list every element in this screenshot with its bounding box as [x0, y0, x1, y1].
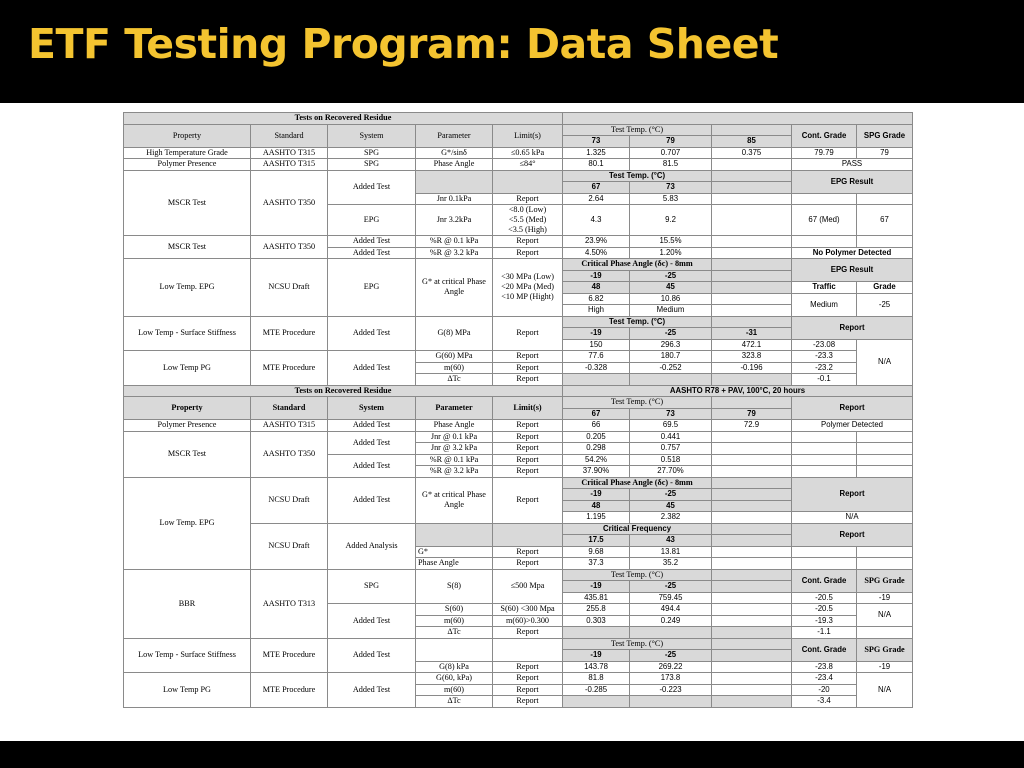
traffic-header: Traffic — [792, 282, 857, 294]
standard-cell: MTE Procedure — [251, 351, 328, 386]
standard-cell: AASHTO T315 — [251, 159, 328, 171]
temp-cell: 67 — [563, 408, 630, 420]
value-cell: 0.298 — [563, 443, 630, 455]
report-header: Report — [792, 523, 913, 546]
limit-line: <8.0 (Low) — [508, 205, 547, 214]
value-cell: 66 — [563, 420, 630, 432]
na-cell: N/A — [857, 604, 913, 627]
limit-line: <30 MPa (Low) — [501, 272, 554, 282]
temp-cell: -19 — [563, 489, 630, 501]
parameter-cell: S(8) — [416, 569, 493, 604]
value-cell: 435.81 — [563, 592, 630, 604]
header-limits: Limit(s) — [493, 124, 563, 147]
value-cell: 323.8 — [712, 351, 792, 363]
limit-cell: Report — [493, 466, 563, 478]
parameter-cell: S(60) — [416, 604, 493, 616]
value-cell: 759.45 — [630, 592, 712, 604]
limit-cell: Report — [493, 193, 563, 205]
data-sheet-table — [123, 112, 913, 708]
temp-cell: 73 — [630, 408, 712, 420]
value-cell: 143.78 — [563, 661, 630, 673]
system-cell: Added Test — [328, 170, 416, 205]
value-cell: 0.375 — [712, 147, 792, 159]
limit-line: <3.5 (High) — [508, 225, 547, 234]
standard-cell: MTE Procedure — [251, 316, 328, 351]
parameter-cell: Jnr 3.2kPa — [416, 205, 493, 236]
parameter-cell: Phase Angle — [416, 159, 493, 171]
limit-cell — [493, 205, 563, 236]
limit-cell: Report — [493, 627, 563, 639]
temp-cell: -25 — [630, 270, 712, 282]
value-cell: 27.70% — [630, 466, 712, 478]
temp-cell: 73 — [563, 136, 630, 148]
parameter-cell: G* at critical Phase Angle — [416, 259, 493, 317]
value-cell: 80.1 — [563, 159, 630, 171]
cont-grade-cell: -23.8 — [792, 661, 857, 673]
result-cell: -1.1 — [792, 627, 857, 639]
angle-cell: 45 — [630, 282, 712, 294]
standard-cell: AASHTO T315 — [251, 420, 328, 432]
report-header: Report — [792, 477, 913, 512]
value-cell: 4.3 — [563, 205, 630, 236]
parameter-cell: G* at critical Phase Angle — [416, 477, 493, 523]
limit-cell: Report — [493, 558, 563, 570]
limit-cell: Report — [493, 443, 563, 455]
header-cont-grade: Cont. Grade — [792, 124, 857, 147]
header-test-temp: Test Temp. (°C) — [563, 316, 712, 328]
value-cell: 472.1 — [712, 339, 792, 351]
system-cell: Added Test — [328, 673, 416, 708]
system-cell: EPG — [328, 205, 416, 236]
angle-cell: 48 — [563, 500, 630, 512]
level-cell: Medium — [630, 305, 712, 317]
standard-cell: AASHTO T350 — [251, 236, 328, 259]
value-cell: 81.5 — [630, 159, 712, 171]
standard-cell: MTE Procedure — [251, 673, 328, 708]
header-system: System — [328, 124, 416, 147]
value-cell: 81.8 — [563, 673, 630, 685]
result-cell: -20.5 — [792, 604, 857, 616]
header-spg-grade: SPG Grade — [857, 569, 913, 592]
cont-grade-cell: 79.79 — [792, 147, 857, 159]
header-test-temp: Test Temp. (°C) — [563, 397, 712, 409]
table-row — [124, 259, 913, 271]
temp-cell: -25 — [630, 581, 712, 593]
property-cell: Low Temp PG — [124, 673, 251, 708]
value-cell: 494.4 — [630, 604, 712, 616]
property-cell: High Temperature Grade — [124, 147, 251, 159]
parameter-cell: %R @ 0.1 kPa — [416, 236, 493, 248]
frequency-cell: 43 — [630, 535, 712, 547]
parameter-cell: m(60) — [416, 684, 493, 696]
table-row — [124, 638, 913, 650]
system-cell: Added Test — [328, 236, 416, 248]
value-cell: 4.50% — [563, 247, 630, 259]
value-cell: 0.757 — [630, 443, 712, 455]
limit-cell: Report — [493, 247, 563, 259]
limit-cell: Report — [493, 236, 563, 248]
result-cell: -23.2 — [792, 362, 857, 374]
value-cell: 1.20% — [630, 247, 712, 259]
table-row — [124, 420, 913, 432]
limit-cell: Report — [493, 431, 563, 443]
system-cell: Added Test — [328, 420, 416, 432]
system-cell: EPG — [328, 259, 416, 317]
table-row — [124, 477, 913, 489]
property-cell: MSCR Test — [124, 431, 251, 477]
parameter-cell: G(60, kPa) — [416, 673, 493, 685]
value-cell: 23.9% — [563, 236, 630, 248]
property-cell: MSCR Test — [124, 170, 251, 236]
parameter-cell: Jnr 0.1kPa — [416, 193, 493, 205]
value-cell: 0.441 — [630, 431, 712, 443]
header-property: Property — [124, 124, 251, 147]
header-parameter: Parameter — [416, 124, 493, 147]
aging-header: AASHTO R78 + PAV, 100°C, 20 hours — [563, 385, 913, 397]
result-cell: 67 (Med) — [792, 205, 857, 236]
temp-cell: -31 — [712, 328, 792, 340]
spg-grade-cell: -19 — [857, 592, 913, 604]
value-cell: 35.2 — [630, 558, 712, 570]
cont-grade-cell: -20.5 — [792, 592, 857, 604]
na-cell: N/A — [857, 339, 913, 385]
parameter-cell: m(60) — [416, 615, 493, 627]
value-cell: -0.328 — [563, 362, 630, 374]
table-row — [124, 159, 913, 171]
parameter-cell: Jnr @ 0.1 kPa — [416, 431, 493, 443]
system-cell: Added Test — [328, 431, 416, 454]
table-row — [124, 431, 913, 443]
parameter-cell: G* — [416, 546, 493, 558]
value-cell: -0.285 — [563, 684, 630, 696]
section-title: Tests on Recovered Residue — [124, 385, 563, 397]
property-cell: Low Temp. EPG — [124, 259, 251, 317]
parameter-cell: Phase Angle — [416, 420, 493, 432]
value-cell: 77.6 — [563, 351, 630, 363]
limit-cell: Report — [493, 673, 563, 685]
limit-cell: Report — [493, 454, 563, 466]
limit-cell: Report — [493, 661, 563, 673]
result-cell: -23.3 — [792, 351, 857, 363]
critical-phase-angle-header: Critical Phase Angle (δc) - 8mm — [563, 259, 712, 271]
limit-cell: Report — [493, 546, 563, 558]
value-cell: -0.252 — [630, 362, 712, 374]
temp-cell: -25 — [630, 650, 712, 662]
polymer-note: No Polymer Detected — [792, 247, 913, 259]
column-header-row — [124, 397, 913, 409]
grade-header: Grade — [857, 282, 913, 294]
limit-cell: Report — [493, 316, 563, 351]
system-cell: SPG — [328, 159, 416, 171]
parameter-cell: %R @ 3.2 kPa — [416, 247, 493, 259]
value-cell: 0.205 — [563, 431, 630, 443]
result-cell: -0.1 — [792, 374, 857, 386]
limit-line: <5.5 (Med) — [508, 215, 547, 224]
value-cell: 37.3 — [563, 558, 630, 570]
parameter-cell: ΔTc — [416, 627, 493, 639]
parameter-cell: Jnr @ 3.2 kPa — [416, 443, 493, 455]
result-cell: -23.08 — [792, 339, 857, 351]
header-cont-grade: Cont. Grade — [792, 638, 857, 661]
result-cell: -20 — [792, 684, 857, 696]
limit-cell: ≤0.65 kPa — [493, 147, 563, 159]
temp-cell: -25 — [630, 489, 712, 501]
temp-cell: -19 — [563, 328, 630, 340]
limit-cell: S(60) <300 Mpa — [493, 604, 563, 616]
header-test-temp: Test Temp. (°C) — [563, 124, 712, 136]
table-row — [124, 236, 913, 248]
value-cell: 37.90% — [563, 466, 630, 478]
value-cell: 69.5 — [630, 420, 712, 432]
header-test-temp: Test Temp. (°C) — [563, 170, 712, 182]
limit-cell: Report — [493, 477, 563, 523]
limit-cell: Report — [493, 696, 563, 708]
standard-cell: NCSU Draft — [251, 259, 328, 317]
epg-result-header: EPG Result — [792, 259, 913, 282]
table-row — [124, 351, 913, 363]
section-header-row — [124, 113, 913, 125]
header-standard: Standard — [251, 397, 328, 420]
critical-frequency-header: Critical Frequency — [563, 523, 712, 535]
value-cell: 1.195 — [563, 512, 630, 524]
angle-cell: 48 — [563, 282, 630, 294]
value-cell: 1.325 — [563, 147, 630, 159]
system-cell: Added Test — [328, 247, 416, 259]
result-cell: -23.4 — [792, 673, 857, 685]
property-cell: Low Temp - Surface Stiffness — [124, 316, 251, 351]
slide-title: ETF Testing Program: Data Sheet — [28, 20, 779, 68]
spg-grade-cell: -19 — [857, 661, 913, 673]
parameter-cell: G(8) MPa — [416, 316, 493, 351]
header-property: Property — [124, 397, 251, 420]
parameter-cell: ΔTc — [416, 696, 493, 708]
system-cell: Added Test — [328, 316, 416, 351]
temp-cell: -19 — [563, 650, 630, 662]
value-cell: 0.707 — [630, 147, 712, 159]
level-cell: High — [563, 305, 630, 317]
temp-cell: -19 — [563, 581, 630, 593]
value-cell: 5.83 — [630, 193, 712, 205]
limit-line: <10 MP (Hight) — [501, 292, 554, 302]
standard-cell: AASHTO T350 — [251, 170, 328, 236]
system-cell: SPG — [328, 147, 416, 159]
report-header: Report — [792, 316, 913, 339]
title-bar — [0, 0, 1024, 103]
footer-bar — [0, 741, 1024, 768]
table-row — [124, 170, 913, 182]
value-cell: 296.3 — [630, 339, 712, 351]
header-standard: Standard — [251, 124, 328, 147]
parameter-cell: m(60) — [416, 362, 493, 374]
property-cell: MSCR Test — [124, 236, 251, 259]
section-title: Tests on Recovered Residue — [124, 113, 563, 125]
standard-cell: AASHTO T315 — [251, 147, 328, 159]
standard-cell: NCSU Draft — [251, 523, 328, 569]
limit-cell: Report — [493, 684, 563, 696]
value-cell: 0.249 — [630, 615, 712, 627]
temp-cell: 85 — [712, 136, 792, 148]
header-spg-grade: SPG Grade — [857, 124, 913, 147]
temp-cell: 73 — [630, 182, 712, 194]
standard-cell: AASHTO T313 — [251, 569, 328, 638]
limit-cell: Report — [493, 362, 563, 374]
parameter-cell: %R @ 3.2 kPa — [416, 466, 493, 478]
column-header-row — [124, 124, 913, 136]
property-cell: Polymer Presence — [124, 420, 251, 432]
property-cell: Polymer Presence — [124, 159, 251, 171]
limit-cell: ≤500 Mpa — [493, 569, 563, 604]
parameter-cell: ΔTc — [416, 374, 493, 386]
standard-cell: MTE Procedure — [251, 638, 328, 673]
limit-cell — [493, 259, 563, 317]
temp-cell: 79 — [630, 136, 712, 148]
parameter-cell: G(8) kPa — [416, 661, 493, 673]
header-parameter: Parameter — [416, 397, 493, 420]
value-cell: 6.82 — [563, 293, 630, 305]
data-sheet — [123, 112, 912, 708]
na-cell: N/A — [857, 673, 913, 708]
value-cell: 54.2% — [563, 454, 630, 466]
table-row — [124, 147, 913, 159]
table-row — [124, 673, 913, 685]
value-cell: -0.196 — [712, 362, 792, 374]
system-cell: Added Analysis — [328, 523, 416, 569]
section-header-row — [124, 385, 913, 397]
system-cell: Added Test — [328, 454, 416, 477]
property-cell: BBR — [124, 569, 251, 638]
limit-cell: Report — [493, 351, 563, 363]
limit-cell: Report — [493, 420, 563, 432]
table-row — [124, 569, 913, 581]
property-cell: Low Temp PG — [124, 351, 251, 386]
value-cell: 255.8 — [563, 604, 630, 616]
value-cell: 173.8 — [630, 673, 712, 685]
header-system: System — [328, 397, 416, 420]
header-test-temp: Test Temp. (°C) — [563, 569, 712, 581]
standard-cell: NCSU Draft — [251, 477, 328, 523]
value-cell: 15.5% — [630, 236, 712, 248]
result-cell: PASS — [792, 159, 913, 171]
value-cell: 0.303 — [563, 615, 630, 627]
limit-line: <20 MPa (Med) — [501, 282, 554, 292]
value-cell: 0.518 — [630, 454, 712, 466]
value-cell: 150 — [563, 339, 630, 351]
epg-result-header: EPG Result — [792, 170, 913, 193]
frequency-cell: 17.5 — [563, 535, 630, 547]
spg-grade-cell: 79 — [857, 147, 913, 159]
grade-cell: 67 — [857, 205, 913, 236]
parameter-cell: G*/sinδ — [416, 147, 493, 159]
system-cell: Added Test — [328, 604, 416, 639]
parameter-cell: G(60) MPa — [416, 351, 493, 363]
angle-cell: 45 — [630, 500, 712, 512]
value-cell: 10.86 — [630, 293, 712, 305]
grade-value: -25 — [857, 293, 913, 316]
report-header: Report — [792, 397, 913, 420]
system-cell: Added Test — [328, 638, 416, 673]
critical-phase-angle-header: Critical Phase Angle (δc) - 8mm — [563, 477, 712, 489]
value-cell: 13.81 — [630, 546, 712, 558]
property-cell: Low Temp - Surface Stiffness — [124, 638, 251, 673]
value-cell: 180.7 — [630, 351, 712, 363]
value-cell: 2.382 — [630, 512, 712, 524]
header-limits: Limit(s) — [493, 397, 563, 420]
temp-cell: 79 — [712, 408, 792, 420]
temp-cell: -25 — [630, 328, 712, 340]
result-cell: N/A — [792, 512, 913, 524]
value-cell: 2.64 — [563, 193, 630, 205]
value-cell: 9.2 — [630, 205, 712, 236]
standard-cell: AASHTO T350 — [251, 431, 328, 477]
system-cell: SPG — [328, 569, 416, 604]
system-cell: Added Test — [328, 477, 416, 523]
traffic-value: Medium — [792, 293, 857, 316]
temp-cell: 67 — [563, 182, 630, 194]
result-cell: -3.4 — [792, 696, 857, 708]
result-cell: -19.3 — [792, 615, 857, 627]
limit-cell: Report — [493, 374, 563, 386]
result-cell: Polymer Detected — [792, 420, 913, 432]
property-cell: Low Temp. EPG — [124, 477, 251, 569]
limit-cell: ≤84° — [493, 159, 563, 171]
value-cell: 72.9 — [712, 420, 792, 432]
header-cont-grade: Cont. Grade — [792, 569, 857, 592]
table-row — [124, 316, 913, 328]
parameter-cell: %R @ 0.1 kPa — [416, 454, 493, 466]
parameter-cell: Phase Angle — [416, 558, 493, 570]
limit-cell: m(60)>0.300 — [493, 615, 563, 627]
value-cell: 9.68 — [563, 546, 630, 558]
value-cell: -0.223 — [630, 684, 712, 696]
value-cell: 269.22 — [630, 661, 712, 673]
header-spg-grade: SPG Grade — [857, 638, 913, 661]
system-cell: Added Test — [328, 351, 416, 386]
temp-cell: -19 — [563, 270, 630, 282]
header-test-temp: Test Temp. (°C) — [563, 638, 712, 650]
